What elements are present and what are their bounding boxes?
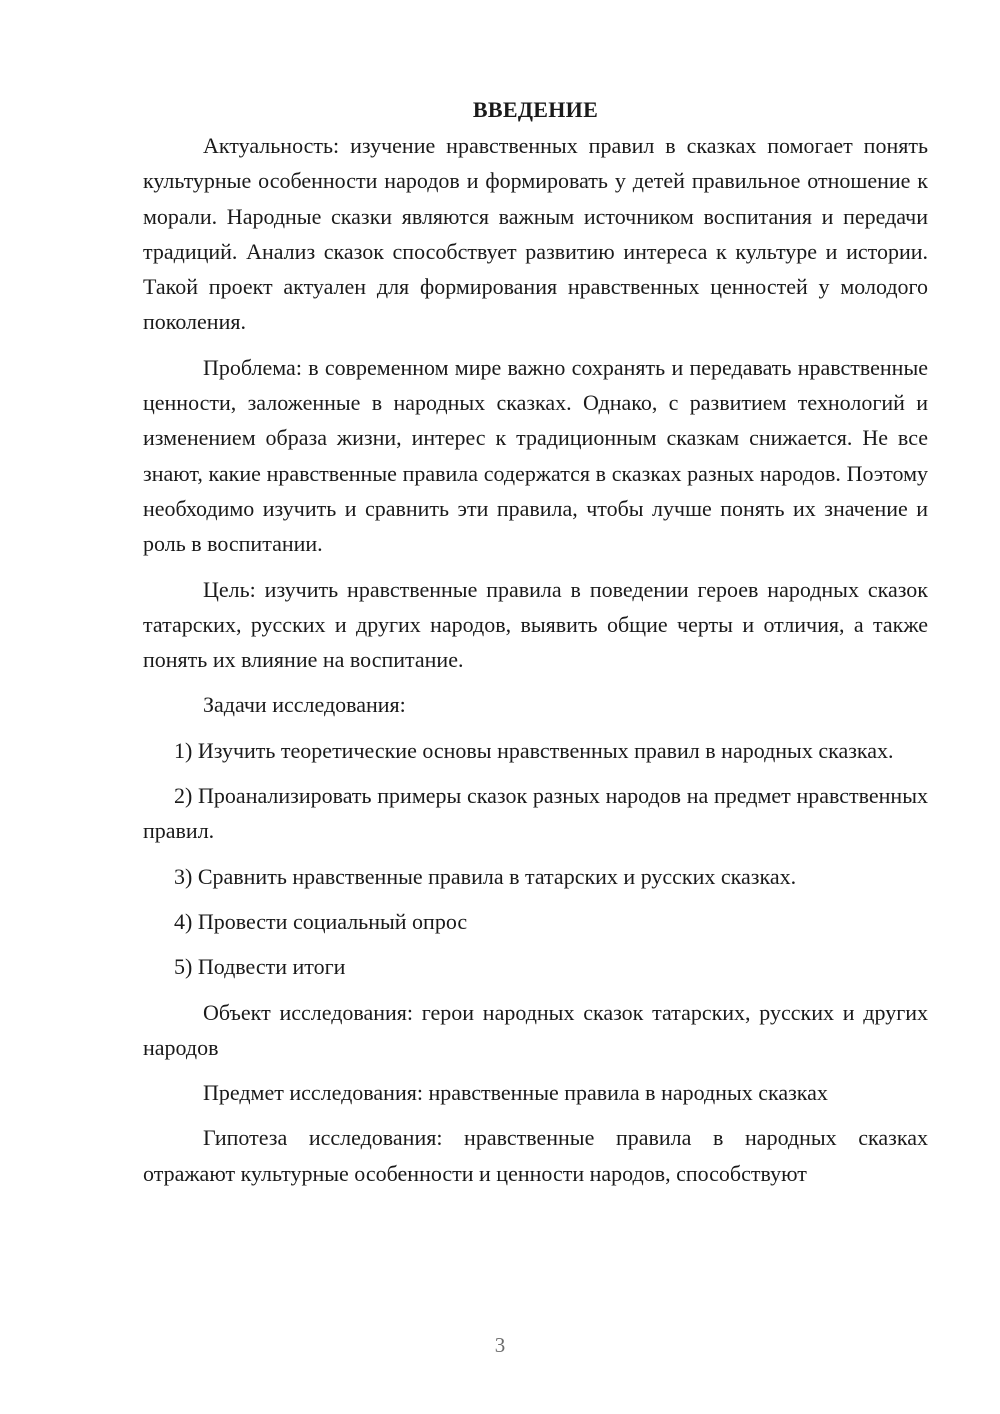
paragraph-problem: Проблема: в современном мире важно сохранять и передавать нравственные ценности, заложенные в народных сказках. Однако, с развитием технологий и изменением образа жизни, интерес к традиционным сказкам снижается. Не все знают, какие нравственные правила содержатся в сказках разных народов. Поэтому необходимо изучить и сравнить эти правила, чтобы лучше понять их значение и роль в воспитании. <box>143 354 928 557</box>
paragraph-tasks-title: Задачи исследования: <box>203 692 406 718</box>
page-number: 3 <box>494 1333 506 1357</box>
paragraph-object: Объект исследования: герои народных сказок татарских, русских и других народов <box>143 999 928 1060</box>
list-item-task-5: 5) Подвести итоги <box>174 954 346 980</box>
section-heading: ВВЕДЕНИЕ <box>472 97 599 122</box>
list-item-task-3: 3) Сравнить нравственные правила в татарских и русских сказках. <box>174 863 797 889</box>
list-item-task-1: 1) Изучить теоретические основы нравственных правил в народных сказках. <box>174 737 894 763</box>
paragraph-hypothesis: Гипотеза исследования: нравственные правила в народных сказках отражают культурные особенности и ценности народов, способствуют <box>143 1125 928 1186</box>
list-item-task-2: 2) Проанализировать примеры сказок разных народов на предмет нравственных правил. <box>143 783 928 844</box>
paragraph-relevance: Актуальность: изучение нравственных правил в сказках помогает понять культурные особенности народов и формировать у детей правильное отношение к морали. Народные сказки являются важным источником воспитания и передачи традиций. Анализ сказок способствует развитию интереса к культуре и истории. Такой проект актуален для формирования нравственных ценностей у молодого поколения. <box>143 133 928 335</box>
document-page <box>143 92 928 1201</box>
paragraph-goal: Цель: изучить нравственные правила в поведении героев народных сказок татарских, русских и других народов, выявить общие черты и отличия, а также понять их влияние на воспитание. <box>143 576 928 673</box>
paragraph-subject: Предмет исследования: нравственные правила в народных сказках <box>203 1080 828 1106</box>
list-item-task-4: 4) Провести социальный опрос <box>174 908 468 934</box>
